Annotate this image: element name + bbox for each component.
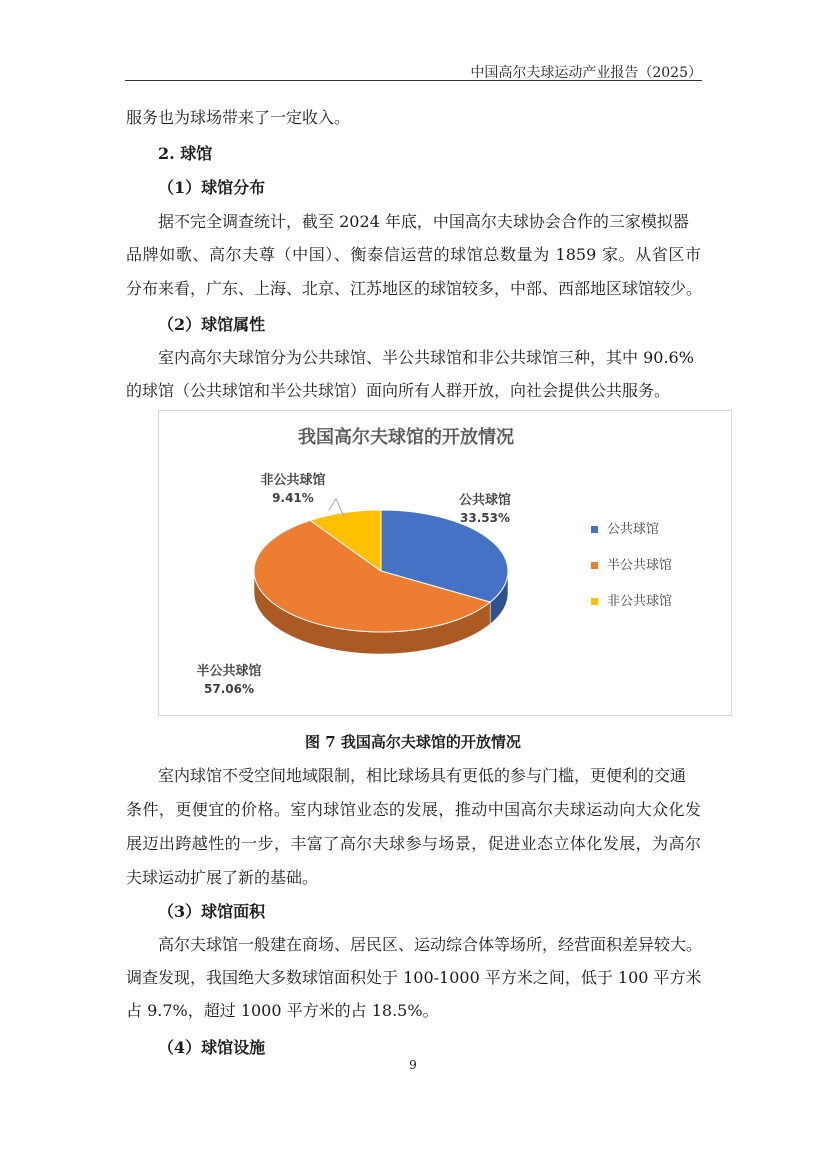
legend-swatch (591, 526, 598, 533)
paragraph-line: 夫球运动扩展了新的基础。 (126, 868, 319, 887)
paragraph-line: 室内球馆不受空间地域限制，相比球场具有更低的参与门槛，更便利的交通 (158, 766, 687, 785)
paragraph-line: 室内高尔夫球馆分为公共球馆、半公共球馆和非公共球馆三种，其中 90.6% (158, 348, 694, 367)
data-label-value: 57.06% (204, 682, 254, 696)
data-label-value: 33.53% (460, 511, 510, 525)
legend-label: 公共球馆 (607, 522, 660, 537)
paragraph-line: 条件，更便宜的价格。室内球馆业态的发展，推动中国高尔夫球运动向大众化发 (126, 800, 701, 819)
subsection-heading: （2）球馆属性 (158, 315, 266, 334)
section-heading: 2. 球馆 (158, 144, 213, 163)
data-label-value: 9.41% (272, 491, 314, 505)
paragraph-line: 分布来看，广东、上海、北京、江苏地区的球馆较多，中部、西部地区球馆较少。 (126, 279, 703, 298)
paragraph-line: 据不完全调查统计，截至 2024 年底，中国高尔夫球协会合作的三家模拟器 (158, 212, 689, 231)
paragraph-line: 调查发现，我国绝大多数球馆面积处于 100-1000 平方米之间，低于 100 平方米 (126, 968, 702, 987)
chart-legend (591, 521, 672, 609)
subsection-heading: （1）球馆分布 (158, 178, 266, 197)
subsection-heading: （4）球馆设施 (158, 1038, 266, 1057)
paragraph-line: 展迈出跨越性的一步，丰富了高尔夫球参与场景，促进业态立体化发展，为高尔 (126, 834, 701, 853)
running-header: 中国高尔夫球运动产业报告（2025） (470, 65, 702, 81)
data-label-name: 半公共球馆 (196, 664, 262, 679)
header-rule (125, 80, 702, 81)
paragraph-line: 的球馆（公共球馆和半公共球馆）面向所有人群开放，向社会提供公共服务。 (126, 381, 671, 400)
legend-label: 非公共球馆 (607, 594, 673, 609)
data-label-name: 公共球馆 (458, 493, 512, 508)
page-number: 9 (409, 1058, 417, 1072)
chart-title: 我国高尔夫球馆的开放情况 (298, 427, 514, 448)
subsection-heading: （3）球馆面积 (158, 902, 266, 921)
paragraph-line: 占 9.7%，超过 1000 平方米的占 18.5%。 (126, 1001, 439, 1020)
data-label-name: 非公共球馆 (260, 473, 326, 488)
legend-label: 半公共球馆 (607, 558, 673, 573)
figure-caption: 图 7 我国高尔夫球馆的开放情况 (305, 733, 521, 751)
pie-chart (158, 410, 732, 716)
paragraph-line: 高尔夫球馆一般建在商场、居民区、运动综合体等场所，经营面积差异较大。 (158, 935, 703, 954)
legend-swatch (591, 598, 598, 605)
paragraph-line: 服务也为球场带来了一定收入。 (126, 108, 351, 127)
pie-chart-canvas (159, 411, 731, 715)
paragraph-line: 品牌如歌、高尔夫尊（中国）、衡泰信运营的球馆总数量为 1859 家。从省区市 (126, 245, 701, 264)
pie-slices (254, 510, 508, 632)
legend-swatch (591, 562, 598, 569)
